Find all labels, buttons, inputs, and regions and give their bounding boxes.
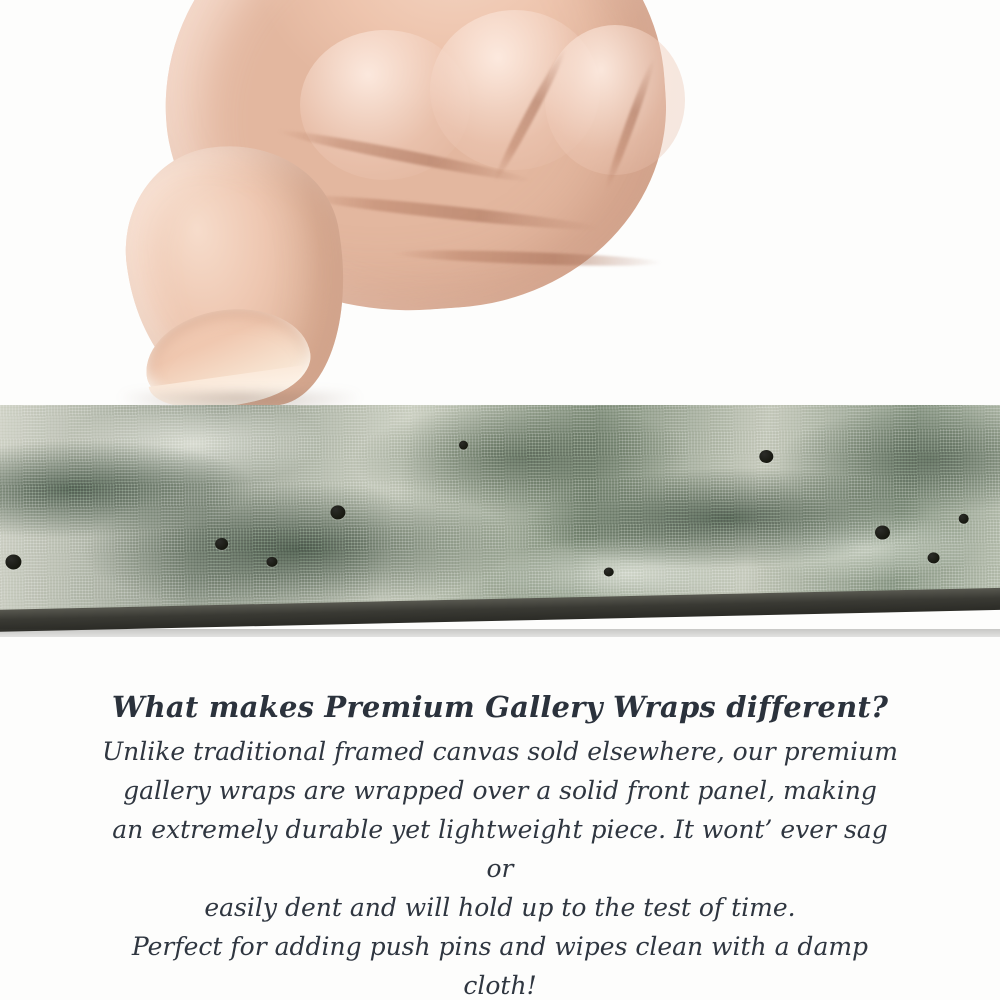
caption-line: an extremely durable yet lightweight piece. It wont’ ever sag or <box>112 815 888 883</box>
caption-heading: What makes Premium Gallery Wraps different? <box>111 690 889 724</box>
hand-illustration <box>0 0 1000 420</box>
caption-line: gallery wraps are wrapped over a solid front panel, making <box>123 776 877 805</box>
caption-line: Unlike traditional framed canvas sold elsewhere, our premium <box>102 737 898 766</box>
caption-body <box>0 732 1000 1005</box>
caption-line: Perfect for adding push pins and wipes clean with a damp cloth! <box>131 932 869 1000</box>
canvas-drop-shadow <box>0 629 1000 637</box>
caption-line: easily dent and will hold up to the test of time. <box>204 893 796 922</box>
canvas-printed-surface <box>0 405 1000 620</box>
caption-block <box>0 690 1000 1005</box>
canvas-wrap-edge <box>0 405 1000 637</box>
canvas-weave-texture <box>0 405 1000 620</box>
